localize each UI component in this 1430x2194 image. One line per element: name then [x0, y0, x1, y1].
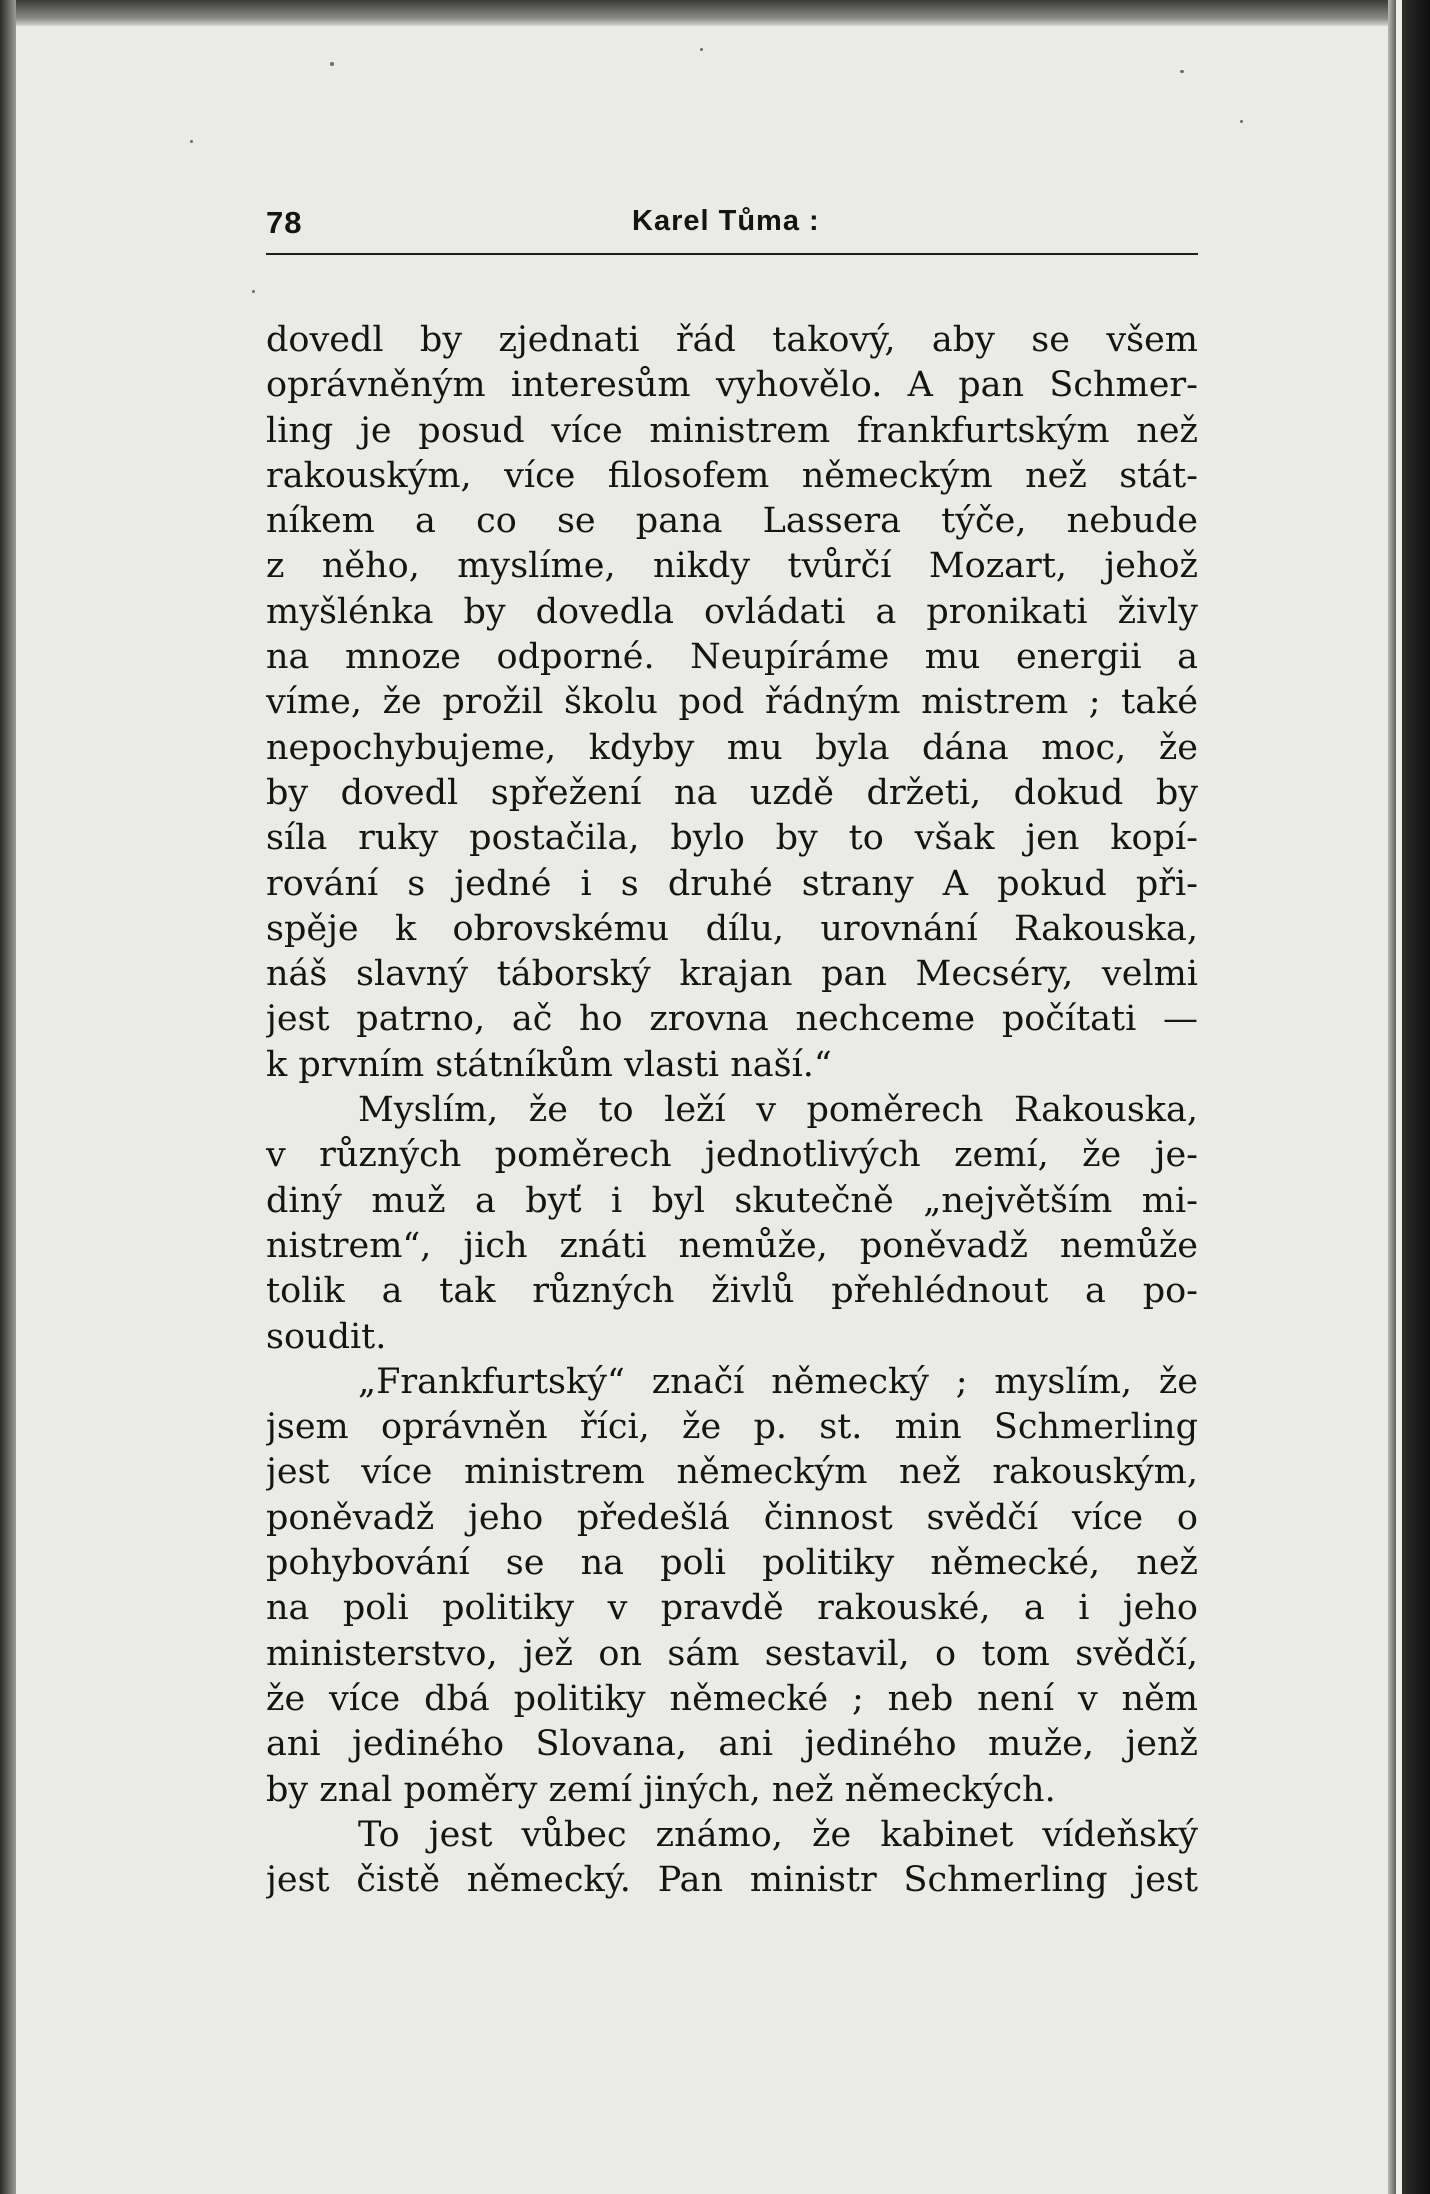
- text-line: myšlénka by dovedla ovládati a pronikati živly: [266, 591, 1198, 632]
- scan-edge-top: [0, 0, 1430, 26]
- paper-speck: [1180, 70, 1184, 73]
- paper-speck: [700, 48, 703, 51]
- paper-speck: [252, 290, 255, 293]
- text-line: pohybování se na poli politiky německé, než: [266, 1543, 1198, 1584]
- paper-speck: [330, 62, 334, 66]
- scan-edge-right-highlight: [1396, 0, 1402, 2194]
- scan-edge-left: [0, 0, 16, 2194]
- text-line: ministerstvo, jež on sám sestavil, o tom svědčí,: [266, 1633, 1198, 1674]
- text-line: víme, že prožil školu pod řádným mistrem ; také: [266, 682, 1198, 723]
- text-line: jest více ministrem německým než rakouským,: [266, 1452, 1198, 1493]
- text-line: k prvním státníkům vlasti naší.“: [266, 1044, 832, 1085]
- text-line: síla ruky postačila, bylo by to však jen kopí-: [266, 818, 1198, 859]
- text-line: ani jediného Slovana, ani jediného muže, jenž: [266, 1724, 1198, 1765]
- running-title: Karel Tůma :: [632, 205, 820, 237]
- text-line: níkem a co se pana Lassera týče, nebude: [266, 501, 1198, 542]
- paper-speck: [1240, 120, 1243, 123]
- text-line: rakouským, více filosofem německým než stát-: [266, 455, 1198, 496]
- text-line: To jest vůbec známo, že kabinet vídeňský: [358, 1814, 1198, 1855]
- text-line: „Frankfurtský“ značí německý ; myslím, že: [358, 1361, 1198, 1402]
- text-line: z něho, myslíme, nikdy tvůrčí Mozart, jehož: [266, 546, 1198, 587]
- text-line: dovedl by zjednati řád takový, aby se všem: [266, 320, 1198, 360]
- text-line: rování s jedné i s druhé strany A pokud při-: [266, 863, 1198, 904]
- text-line: soudit.: [266, 1316, 387, 1357]
- text-line: Myslím, že to leží v poměrech Rakouska,: [358, 1090, 1198, 1131]
- text-line: ling je posud více ministrem frankfurtským než: [266, 410, 1198, 451]
- scan-edge-right: [1388, 0, 1430, 2194]
- text-line: náš slavný táborský krajan pan Mecséry, velmi: [266, 954, 1198, 995]
- text-line: jsem oprávněn říci, že p. st. min Schmerling: [266, 1407, 1198, 1448]
- text-line: nepochybujeme, kdyby mu byla dána moc, že: [266, 727, 1198, 768]
- text-line: že více dbá politiky německé ; neb není v něm: [266, 1678, 1198, 1719]
- text-line: tolik a tak různých živlů přehlédnout a po-: [266, 1271, 1198, 1312]
- text-line: by dovedl spřežení na uzdě držeti, dokud by: [266, 772, 1198, 813]
- text-line: jest patrno, ač ho zrovna nechceme počítati —: [266, 999, 1198, 1040]
- text-line: v různých poměrech jednotlivých zemí, že je-: [266, 1135, 1198, 1176]
- text-line: by znal poměry zemí jiných, než německých.: [266, 1769, 1056, 1810]
- text-line: spěje k obrovskému dílu, urovnání Rakouska,: [266, 908, 1198, 949]
- text-line: jest čistě německý. Pan ministr Schmerling jest: [266, 1860, 1198, 1901]
- text-line: na mnoze odporné. Neupíráme mu energii a: [266, 637, 1198, 678]
- text-line: nistrem“, jich znáti nemůže, poněvadž nemůže: [266, 1225, 1198, 1266]
- page-number: 78: [266, 205, 303, 240]
- text-line: poněvadž jeho předešlá činnost svědčí více o: [266, 1497, 1198, 1538]
- paper-speck: [190, 140, 193, 143]
- body-text: [266, 318, 1198, 1903]
- text-line: diný muž a byť i byl skutečně „největším mi-: [266, 1180, 1198, 1221]
- text-line: oprávněným interesům vyhovělo. A pan Schmer-: [266, 365, 1198, 406]
- text-line: na poli politiky v pravdě rakouské, a i jeho: [266, 1588, 1198, 1629]
- running-head: [266, 203, 1198, 255]
